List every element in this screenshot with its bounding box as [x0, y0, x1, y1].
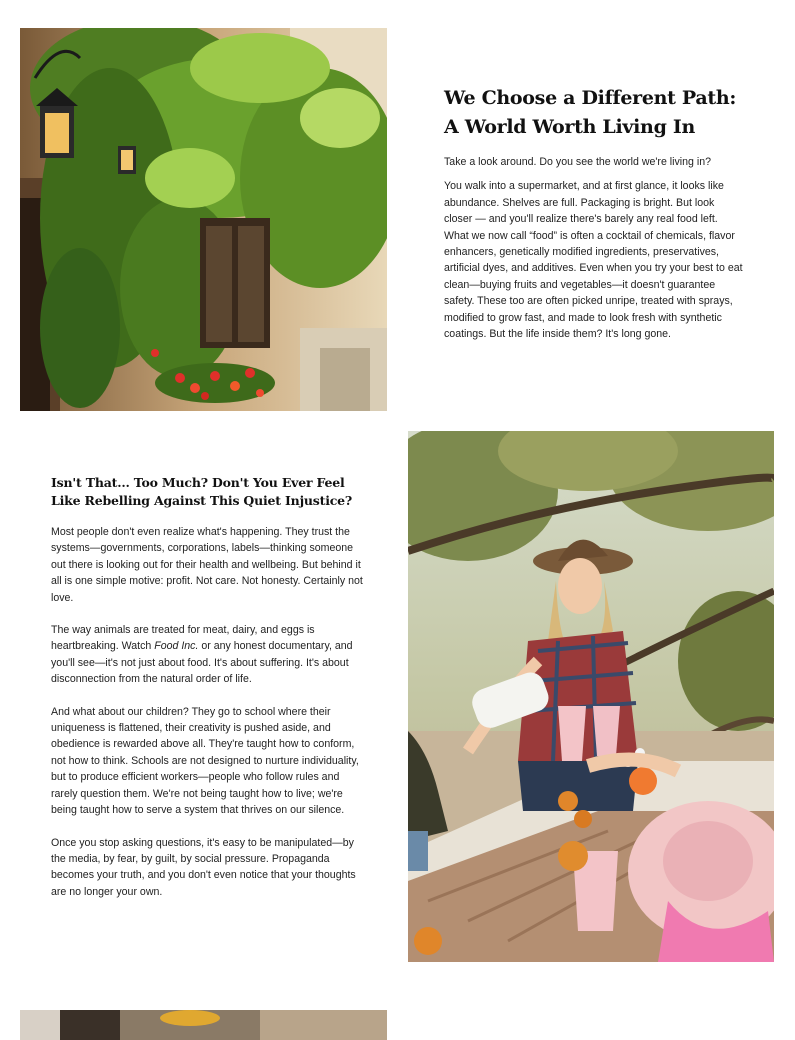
section-body: You walk into a supermarket, and at first glance, it looks like abundance. Shelves are full. Packaging is bright. But look closer — and you'll realize there's barely any real food left. What we now call “food” is often a cocktail of chemicals, flavor enhancers, genetically modified ingredients, preservatives, artificial dyes, and additives. Even when you try your best to eat clean—buying fruits and vegetables—it doesn't guarantee safety. These too are often picked unripe, treated with sprays, modified to grow fast, and made to look fresh with synthetic coatings. But the life inside them? It's long gone.: [444, 180, 743, 341]
paragraph: [51, 622, 363, 688]
paragraph: And what about our children? They go to school where their uniqueness is flattened, their creativity is pushed aside, and obedience is rewarded above all. They're taught how to conform, not how to think. Schools are not designed to nurture individuality, but to produce efficient workers—people who follow rules and rarely question them. We're not being taught how to live; we're being taught how to serve a system that thrives on our silence.: [51, 705, 359, 817]
ivy-house-photo: [20, 28, 387, 411]
paragraph-text: The way animals are treated for meat, dairy, and eggs is heartbreaking. Watch: [51, 624, 315, 653]
paragraph: Most people don't even realize what's happening. They trust the systems—governments, corporations, labels—thinking someone out there is looking out for their health and wellbeing. But behind it all is one simple motive: profit. Not care. Not honesty. Certainly not love.: [51, 526, 363, 604]
section-intro: Take a look around. Do you see the world we're living in?: [444, 156, 712, 168]
section-heading: Isn't That... Too Much? Don't You Ever Feel Like Rebelling Against This Quiet Injustice?: [51, 475, 353, 508]
paragraph-text: or any honest documentary, and you'll see—it's not just about food. It's about suffering. It's about disconnection from the natural order of life.: [51, 640, 353, 686]
film-title: Food Inc.: [154, 640, 199, 653]
picnic-photo: [408, 431, 774, 962]
section-heading: We Choose a Different Path: A World Worth Living In: [444, 87, 737, 138]
paragraph: Once you stop asking questions, it's easy to be manipulated—by the media, by fear, by guilt, by social pressure. Propaganda becomes your truth, and you don't even notice that your thoughts are no longer your own.: [51, 836, 356, 898]
bottom-photo: [20, 1010, 387, 1040]
